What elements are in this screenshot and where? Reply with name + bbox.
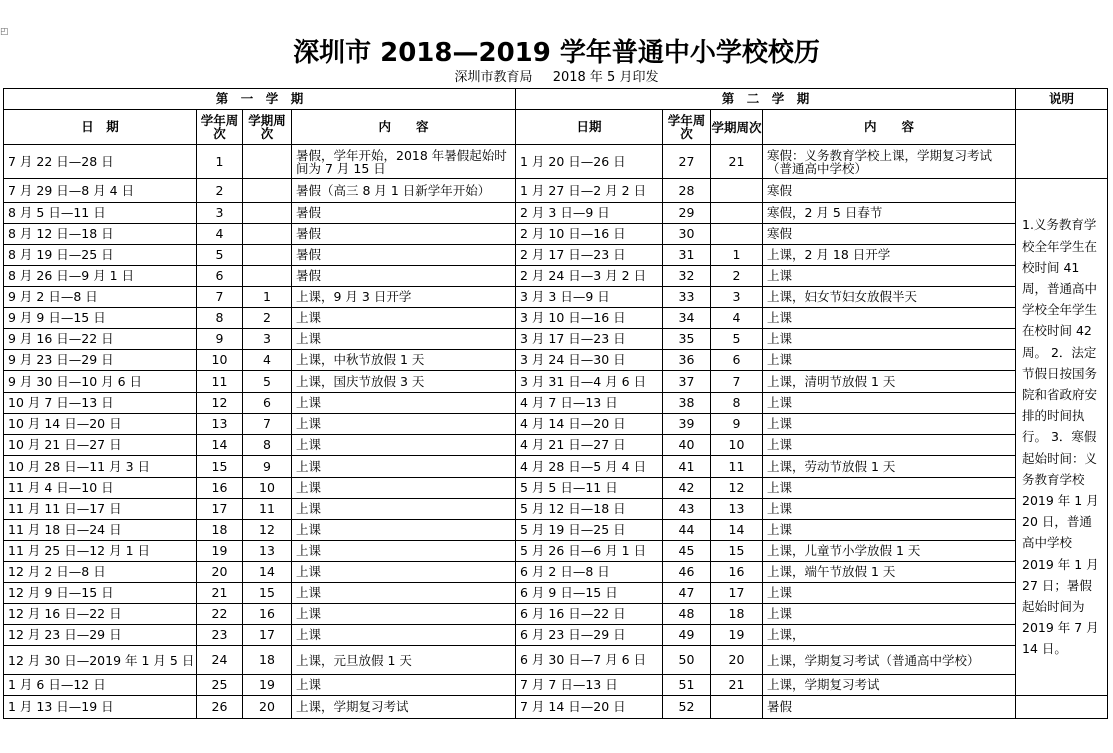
table-row: [4, 520, 1108, 541]
year-week-cell-sem2: 39: [663, 414, 711, 435]
date-cell-sem2: 6 月 9 日—15 日: [516, 583, 663, 604]
content-cell-sem2: 上课，2 月 18 日开学: [763, 245, 1016, 266]
content-cell-sem1: 上课，学期复习考试: [292, 696, 516, 719]
year-week-cell-sem2: 35: [663, 329, 711, 350]
date-cell-sem2: 2 月 3 日—9 日: [516, 203, 663, 224]
date-cell-sem1: 7 月 29 日—8 月 4 日: [4, 179, 197, 203]
term-week-cell-sem2: 1: [711, 245, 763, 266]
content-cell-sem2: 上课: [763, 308, 1016, 329]
date-cell-sem2: 4 月 21 日—27 日: [516, 435, 663, 456]
table-row: [4, 675, 1108, 696]
notes-top-spacer: [1016, 145, 1108, 179]
date-cell-sem1: 11 月 4 日—10 日: [4, 478, 197, 499]
table-row: [4, 224, 1108, 245]
year-week-cell-sem1: 2: [197, 179, 243, 203]
content-cell-sem1: 上课: [292, 499, 516, 520]
date-cell-sem2: 4 月 7 日—13 日: [516, 393, 663, 414]
date-cell-sem2: 6 月 23 日—29 日: [516, 625, 663, 646]
year-week-cell-sem2: 48: [663, 604, 711, 625]
term-week-cell-sem1: [243, 179, 292, 203]
term-week-cell-sem1: 19: [243, 675, 292, 696]
date-cell-sem1: 9 月 23 日—29 日: [4, 350, 197, 371]
notes-header: 说明: [1016, 89, 1108, 110]
year-week-cell-sem2: 50: [663, 646, 711, 675]
date-cell-sem1: 8 月 12 日—18 日: [4, 224, 197, 245]
term-week-cell-sem2: [711, 203, 763, 224]
date-cell-sem2: 2 月 24 日—3 月 2 日: [516, 266, 663, 287]
year-week-cell-sem2: 44: [663, 520, 711, 541]
year-week-cell-sem1: 18: [197, 520, 243, 541]
date-cell-sem2: 5 月 5 日—11 日: [516, 478, 663, 499]
year-week-header-1: 学年周次: [197, 110, 243, 145]
year-week-cell-sem2: 49: [663, 625, 711, 646]
content-cell-sem2: 上课，学期复习考试（普通高中学校）: [763, 646, 1016, 675]
notes-cell: 1.义务教育学校全年学生在校时间 41 周，普通高中学校全年学生在校时间 42 周。 2．法定节假日按国务院和省政府安排的时间执行。 3．寒假起始时间：义务教育学校 2019 年 1 月 20 日，普通高中学校 2019 年 1 月 27 日；暑假起始时间为 2019 年 7 月 14 日。: [1016, 179, 1108, 696]
date-cell-sem1: 8 月 26 日—9 月 1 日: [4, 266, 197, 287]
table-row: [4, 308, 1108, 329]
content-cell-sem2: 上课: [763, 435, 1016, 456]
content-cell-sem1: 上课: [292, 583, 516, 604]
term-week-cell-sem1: 10: [243, 478, 292, 499]
content-cell-sem2: 寒假，2 月 5 日春节: [763, 203, 1016, 224]
content-cell-sem2: 上课，妇女节妇女放假半天: [763, 287, 1016, 308]
date-cell-sem2: 3 月 10 日—16 日: [516, 308, 663, 329]
term-week-cell-sem2: 2: [711, 266, 763, 287]
date-cell-sem1: 8 月 19 日—25 日: [4, 245, 197, 266]
term-week-cell-sem1: 2: [243, 308, 292, 329]
table-row: [4, 499, 1108, 520]
year-week-cell-sem2: 47: [663, 583, 711, 604]
semester2-header: 第 二 学 期: [516, 89, 1016, 110]
table-row: [4, 145, 1108, 179]
date-cell-sem1: 10 月 28 日—11 月 3 日: [4, 456, 197, 478]
issue-date: 2018 年 5 月印发: [552, 70, 659, 85]
date-cell-sem2: 2 月 17 日—23 日: [516, 245, 663, 266]
term-week-cell-sem2: 17: [711, 583, 763, 604]
year-week-cell-sem1: 17: [197, 499, 243, 520]
date-cell-sem1: 9 月 16 日—22 日: [4, 329, 197, 350]
term-week-cell-sem1: [243, 203, 292, 224]
year-week-cell-sem1: 15: [197, 456, 243, 478]
content-cell-sem2: 上课，清明节放假 1 天: [763, 371, 1016, 393]
term-week-cell-sem2: 21: [711, 145, 763, 179]
table-row: [4, 435, 1108, 456]
corner-marker: ◰: [0, 27, 9, 37]
year-week-cell-sem1: 7: [197, 287, 243, 308]
year-week-cell-sem2: 51: [663, 675, 711, 696]
year-week-cell-sem1: 1: [197, 145, 243, 179]
term-week-cell-sem1: 12: [243, 520, 292, 541]
date-cell-sem1: 12 月 30 日—2019 年 1 月 5 日: [4, 646, 197, 675]
content-cell-sem2: 寒假: [763, 179, 1016, 203]
date-cell-sem2: 4 月 14 日—20 日: [516, 414, 663, 435]
term-week-cell-sem2: 21: [711, 675, 763, 696]
content-cell-sem2: 寒假: [763, 224, 1016, 245]
year-week-header-2: 学年周次: [663, 110, 711, 145]
content-cell-sem2: 暑假: [763, 696, 1016, 719]
term-week-cell-sem1: 9: [243, 456, 292, 478]
date-cell-sem1: 11 月 18 日—24 日: [4, 520, 197, 541]
content-cell-sem2: 上课: [763, 583, 1016, 604]
year-week-cell-sem1: 11: [197, 371, 243, 393]
date-cell-sem1: 12 月 16 日—22 日: [4, 604, 197, 625]
date-cell-sem2: 1 月 27 日—2 月 2 日: [516, 179, 663, 203]
content-cell-sem1: 上课: [292, 456, 516, 478]
term-week-cell-sem2: 12: [711, 478, 763, 499]
term-week-cell-sem2: 5: [711, 329, 763, 350]
term-week-cell-sem1: [243, 224, 292, 245]
table-row: [4, 696, 1108, 719]
year-week-cell-sem1: 8: [197, 308, 243, 329]
content-cell-sem1: 上课: [292, 308, 516, 329]
content-cell-sem2: 上课，劳动节放假 1 天: [763, 456, 1016, 478]
content-cell-sem1: 暑假: [292, 266, 516, 287]
term-week-cell-sem2: 3: [711, 287, 763, 308]
term-week-cell-sem2: 11: [711, 456, 763, 478]
term-week-cell-sem2: 6: [711, 350, 763, 371]
year-week-cell-sem2: 40: [663, 435, 711, 456]
date-cell-sem2: 6 月 16 日—22 日: [516, 604, 663, 625]
term-week-cell-sem1: 11: [243, 499, 292, 520]
table-row: [4, 266, 1108, 287]
term-week-cell-sem1: 7: [243, 414, 292, 435]
year-week-cell-sem2: 45: [663, 541, 711, 562]
date-cell-sem2: 1 月 20 日—26 日: [516, 145, 663, 179]
year-week-cell-sem2: 42: [663, 478, 711, 499]
year-week-cell-sem1: 23: [197, 625, 243, 646]
page-title: 深圳市 2018—2019 学年普通中小学校校历: [293, 38, 820, 68]
date-cell-sem1: 9 月 2 日—8 日: [4, 287, 197, 308]
term-week-cell-sem2: 15: [711, 541, 763, 562]
content-cell-sem1: 上课: [292, 625, 516, 646]
content-cell-sem2: 上课: [763, 350, 1016, 371]
table-row: [4, 478, 1108, 499]
year-week-cell-sem2: 36: [663, 350, 711, 371]
content-cell-sem2: 上课: [763, 604, 1016, 625]
table-row: [4, 287, 1108, 308]
table-row: [4, 541, 1108, 562]
content-cell-sem2: 上课: [763, 499, 1016, 520]
table-row: [4, 329, 1108, 350]
table-row: [4, 562, 1108, 583]
year-week-cell-sem1: 14: [197, 435, 243, 456]
table-row: [4, 625, 1108, 646]
date-cell-sem2: 5 月 12 日—18 日: [516, 499, 663, 520]
year-week-cell-sem1: 24: [197, 646, 243, 675]
year-week-cell-sem1: 5: [197, 245, 243, 266]
term-week-cell-sem1: 1: [243, 287, 292, 308]
date-cell-sem2: 4 月 28 日—5 月 4 日: [516, 456, 663, 478]
content-cell-sem1: 暑假，学年开始，2018 年暑假起始时间为 7 月 15 日: [292, 145, 516, 179]
term-week-cell-sem1: 20: [243, 696, 292, 719]
year-week-cell-sem1: 4: [197, 224, 243, 245]
content-header-2: 内 容: [763, 110, 1016, 145]
date-cell-sem2: 6 月 2 日—8 日: [516, 562, 663, 583]
date-cell-sem2: 3 月 24 日—30 日: [516, 350, 663, 371]
table-row: [4, 371, 1108, 393]
year-week-cell-sem2: 33: [663, 287, 711, 308]
year-week-cell-sem1: 13: [197, 414, 243, 435]
term-week-cell-sem2: 8: [711, 393, 763, 414]
date-cell-sem1: 9 月 9 日—15 日: [4, 308, 197, 329]
content-cell-sem2: 上课，端午节放假 1 天: [763, 562, 1016, 583]
year-week-cell-sem2: 41: [663, 456, 711, 478]
content-cell-sem2: 上课: [763, 478, 1016, 499]
term-week-cell-sem1: 8: [243, 435, 292, 456]
content-header-1: 内 容: [292, 110, 516, 145]
year-week-cell-sem2: 43: [663, 499, 711, 520]
year-week-cell-sem1: 12: [197, 393, 243, 414]
date-cell-sem1: 10 月 14 日—20 日: [4, 414, 197, 435]
content-cell-sem2: 上课，: [763, 625, 1016, 646]
table-row: [4, 583, 1108, 604]
content-cell-sem1: 上课: [292, 562, 516, 583]
content-cell-sem1: 上课: [292, 414, 516, 435]
date-cell-sem1: 8 月 5 日—11 日: [4, 203, 197, 224]
content-cell-sem2: 上课: [763, 520, 1016, 541]
issuer: 深圳市教育局: [454, 70, 533, 85]
content-cell-sem2: 上课: [763, 266, 1016, 287]
content-cell-sem2: 上课: [763, 414, 1016, 435]
date-cell-sem1: 10 月 7 日—13 日: [4, 393, 197, 414]
year-week-cell-sem2: 31: [663, 245, 711, 266]
content-cell-sem2: 寒假：义务教育学校上课，学期复习考试（普通高中学校）: [763, 145, 1016, 179]
content-cell-sem1: 上课: [292, 604, 516, 625]
term-week-cell-sem2: 10: [711, 435, 763, 456]
table-row: [4, 393, 1108, 414]
term-week-header-1: 学期周次: [243, 110, 292, 145]
year-week-cell-sem2: 28: [663, 179, 711, 203]
year-week-cell-sem2: 34: [663, 308, 711, 329]
term-week-cell-sem1: 3: [243, 329, 292, 350]
date-cell-sem2: 7 月 7 日—13 日: [516, 675, 663, 696]
term-week-cell-sem2: [711, 224, 763, 245]
year-week-cell-sem1: 9: [197, 329, 243, 350]
date-cell-sem1: 10 月 21 日—27 日: [4, 435, 197, 456]
year-week-cell-sem1: 22: [197, 604, 243, 625]
content-cell-sem2: 上课，儿童节小学放假 1 天: [763, 541, 1016, 562]
year-week-cell-sem1: 20: [197, 562, 243, 583]
date-cell-sem1: 1 月 13 日—19 日: [4, 696, 197, 719]
date-cell-sem1: 12 月 9 日—15 日: [4, 583, 197, 604]
term-week-cell-sem1: 6: [243, 393, 292, 414]
year-week-cell-sem1: 25: [197, 675, 243, 696]
year-week-cell-sem2: 27: [663, 145, 711, 179]
content-cell-sem2: 上课: [763, 329, 1016, 350]
date-cell-sem2: 3 月 17 日—23 日: [516, 329, 663, 350]
term-week-cell-sem2: 9: [711, 414, 763, 435]
table-row: [4, 350, 1108, 371]
table-row: [4, 456, 1108, 478]
date-cell-sem2: 5 月 26 日—6 月 1 日: [516, 541, 663, 562]
table-row: [4, 245, 1108, 266]
date-cell-sem1: 12 月 23 日—29 日: [4, 625, 197, 646]
term-week-cell-sem2: [711, 696, 763, 719]
content-cell-sem1: 暑假（高三 8 月 1 日新学年开始）: [292, 179, 516, 203]
content-cell-sem1: 上课: [292, 435, 516, 456]
year-week-cell-sem2: 37: [663, 371, 711, 393]
content-cell-sem1: 暑假: [292, 245, 516, 266]
date-cell-sem1: 12 月 2 日—8 日: [4, 562, 197, 583]
semester1-header: 第 一 学 期: [4, 89, 516, 110]
term-week-cell-sem1: 4: [243, 350, 292, 371]
date-cell-sem1: 11 月 25 日—12 月 1 日: [4, 541, 197, 562]
term-week-cell-sem2: 7: [711, 371, 763, 393]
notes-bottom-spacer: [1016, 696, 1108, 719]
term-week-cell-sem2: 18: [711, 604, 763, 625]
term-week-cell-sem2: 13: [711, 499, 763, 520]
table-row: [4, 414, 1108, 435]
year-week-cell-sem1: 3: [197, 203, 243, 224]
year-week-cell-sem1: 16: [197, 478, 243, 499]
year-week-cell-sem1: 6: [197, 266, 243, 287]
term-week-cell-sem1: [243, 245, 292, 266]
date-header-1: 日 期: [4, 110, 197, 145]
content-cell-sem1: 上课: [292, 478, 516, 499]
content-cell-sem1: 暑假: [292, 224, 516, 245]
date-cell-sem2: 3 月 3 日—9 日: [516, 287, 663, 308]
content-cell-sem2: 上课，学期复习考试: [763, 675, 1016, 696]
term-week-cell-sem2: 4: [711, 308, 763, 329]
content-cell-sem1: 上课，元旦放假 1 天: [292, 646, 516, 675]
date-cell-sem2: 6 月 30 日—7 月 6 日: [516, 646, 663, 675]
content-cell-sem1: 上课: [292, 520, 516, 541]
term-week-cell-sem1: 5: [243, 371, 292, 393]
date-cell-sem2: 3 月 31 日—4 月 6 日: [516, 371, 663, 393]
year-week-cell-sem2: 29: [663, 203, 711, 224]
calendar-body: [4, 145, 1108, 719]
date-cell-sem1: 11 月 11 日—17 日: [4, 499, 197, 520]
term-week-cell-sem2: 16: [711, 562, 763, 583]
content-cell-sem1: 上课: [292, 675, 516, 696]
term-week-cell-sem2: [711, 179, 763, 203]
content-cell-sem1: 暑假: [292, 203, 516, 224]
term-week-cell-sem1: 18: [243, 646, 292, 675]
date-cell-sem1: 1 月 6 日—12 日: [4, 675, 197, 696]
year-week-cell-sem1: 19: [197, 541, 243, 562]
term-week-cell-sem2: 20: [711, 646, 763, 675]
content-cell-sem1: 上课，中秋节放假 1 天: [292, 350, 516, 371]
year-week-cell-sem1: 10: [197, 350, 243, 371]
year-week-cell-sem1: 26: [197, 696, 243, 719]
term-week-cell-sem1: 13: [243, 541, 292, 562]
school-calendar-table: [3, 88, 1108, 719]
table-row: [4, 179, 1108, 203]
term-week-cell-sem1: 16: [243, 604, 292, 625]
term-week-cell-sem1: 14: [243, 562, 292, 583]
term-week-cell-sem1: [243, 266, 292, 287]
table-row: [4, 203, 1108, 224]
content-cell-sem1: 上课: [292, 329, 516, 350]
content-cell-sem1: 上课: [292, 393, 516, 414]
date-cell-sem2: 2 月 10 日—16 日: [516, 224, 663, 245]
content-cell-sem2: 上课: [763, 393, 1016, 414]
table-row: [4, 646, 1108, 675]
subtitle: [0, 70, 1113, 86]
date-cell-sem2: 5 月 19 日—25 日: [516, 520, 663, 541]
term-week-cell-sem1: 15: [243, 583, 292, 604]
year-week-cell-sem2: 32: [663, 266, 711, 287]
year-week-cell-sem2: 38: [663, 393, 711, 414]
year-week-cell-sem1: 21: [197, 583, 243, 604]
date-header-2: 日期: [516, 110, 663, 145]
table-row: [4, 604, 1108, 625]
year-week-cell-sem2: 52: [663, 696, 711, 719]
content-cell-sem1: 上课，9 月 3 日开学: [292, 287, 516, 308]
date-cell-sem1: 7 月 22 日—28 日: [4, 145, 197, 179]
year-week-cell-sem2: 30: [663, 224, 711, 245]
term-week-cell-sem1: [243, 145, 292, 179]
term-week-cell-sem1: 17: [243, 625, 292, 646]
term-week-header-2: 学期周次: [711, 110, 763, 145]
term-week-cell-sem2: 19: [711, 625, 763, 646]
date-cell-sem1: 9 月 30 日—10 月 6 日: [4, 371, 197, 393]
date-cell-sem2: 7 月 14 日—20 日: [516, 696, 663, 719]
content-cell-sem1: 上课: [292, 541, 516, 562]
notes-spacer: [1016, 110, 1108, 145]
year-week-cell-sem2: 46: [663, 562, 711, 583]
term-week-cell-sem2: 14: [711, 520, 763, 541]
content-cell-sem1: 上课，国庆节放假 3 天: [292, 371, 516, 393]
